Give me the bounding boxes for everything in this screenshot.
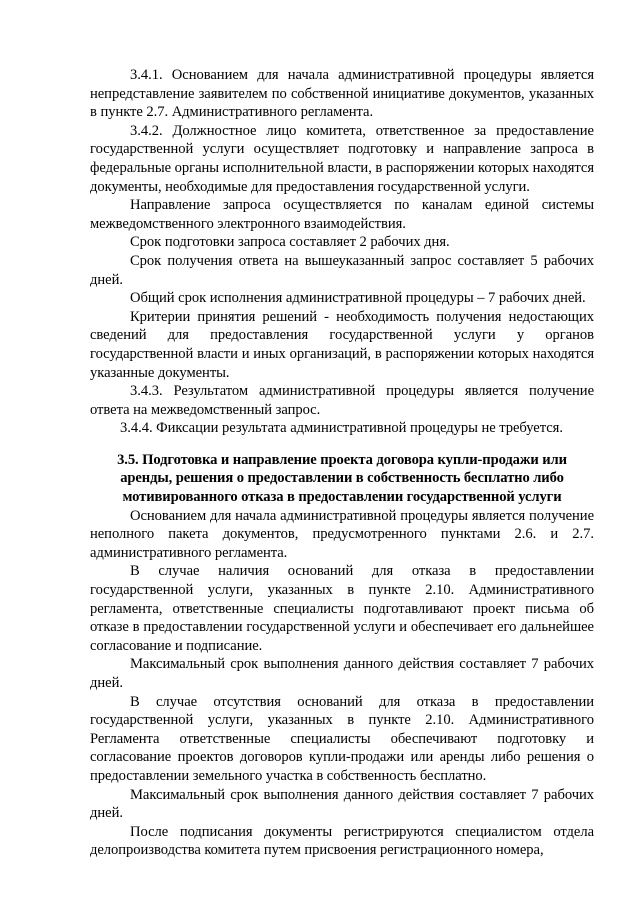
paragraph-response-term: Срок получения ответа на вышеуказанный запрос составляет 5 рабочих дней. bbox=[90, 252, 594, 288]
paragraph-no-refusal-case: В случае отсутствия оснований для отказа в предоставлении государственной услуги, указанных в пункте 2.10. Административного Регламента ответственные специалисты обеспечивают подготовку и согласование проектов договоров купли-продажи или аренды либо решения о предоставлении земельного участка в собственность бесплатно. bbox=[90, 693, 594, 784]
paragraph-max-term-2: Максимальный срок выполнения данного действия составляет 7 рабочих дней. bbox=[90, 786, 594, 822]
paragraph-refusal-case: В случае наличия оснований для отказа в предоставлении государственной услуги, указанных в пункте 2.10. Административного регламента, ответственные специалисты подготавливают проект письма об отказе в предоставлении государственной услуги и обеспечивает его дальнейшее согласование и подписание. bbox=[90, 563, 594, 654]
paragraph-total-term: Общий срок исполнения административной процедуры – 7 рабочих дней. bbox=[130, 290, 586, 307]
paragraph-3-4-4: 3.4.4. Фиксации результата административной процедуры не требуется. bbox=[120, 420, 563, 437]
paragraph-3-4-1: 3.4.1. Основанием для начала административной процедуры является непредставление заявителем по собственной инициативе документов, указанных в пункте 2.7. Административного регламента. bbox=[90, 67, 594, 121]
paragraph-3-4-2: 3.4.2. Должностное лицо комитета, ответственное за предоставление государственной услуги осуществляет подготовку и направление запроса в федеральные органы исполнительной власти, в распоряжении которых находятся документы, необходимые для предоставления государственной услуги. bbox=[90, 122, 594, 195]
paragraph-basis: Основанием для начала административной процедуры является получение неполного пакета документов, предусмотренного пунктами 2.6. и 2.7. административного регламента. bbox=[90, 507, 594, 561]
paragraph-max-term-1: Максимальный срок выполнения данного действия составляет 7 рабочих дней. bbox=[90, 656, 594, 691]
section-gap bbox=[90, 438, 594, 451]
paragraph-request-preparation-term: Срок подготовки запроса составляет 2 рабочих дня. bbox=[130, 234, 450, 251]
section-heading-3-5: 3.5. Подготовка и направление проекта договора купли-продажи или аренды, решения о предоставлении в собственность бесплатно либо мотивированного отказа в предоставлении государственной услуги bbox=[117, 451, 567, 506]
document-page bbox=[90, 66, 594, 860]
paragraph-3-4-3: 3.4.3. Результатом административной процедуры является получение ответа на межведомственный запрос. bbox=[90, 383, 594, 418]
paragraph-request-channel: Направление запроса осуществляется по каналам единой системы межведомственного электронного взаимодействия. bbox=[90, 197, 594, 232]
paragraph-registration: После подписания документы регистрируются специалистом отдела делопроизводства комитета путем присвоения регистрационного номера, bbox=[90, 823, 594, 859]
paragraph-decision-criteria: Критерии принятия решений - необходимость получения недостающих сведений для предоставления государственной услуги у органов государственной власти и иных организаций, в распоряжении которых находятся указанные документы. bbox=[90, 308, 594, 381]
